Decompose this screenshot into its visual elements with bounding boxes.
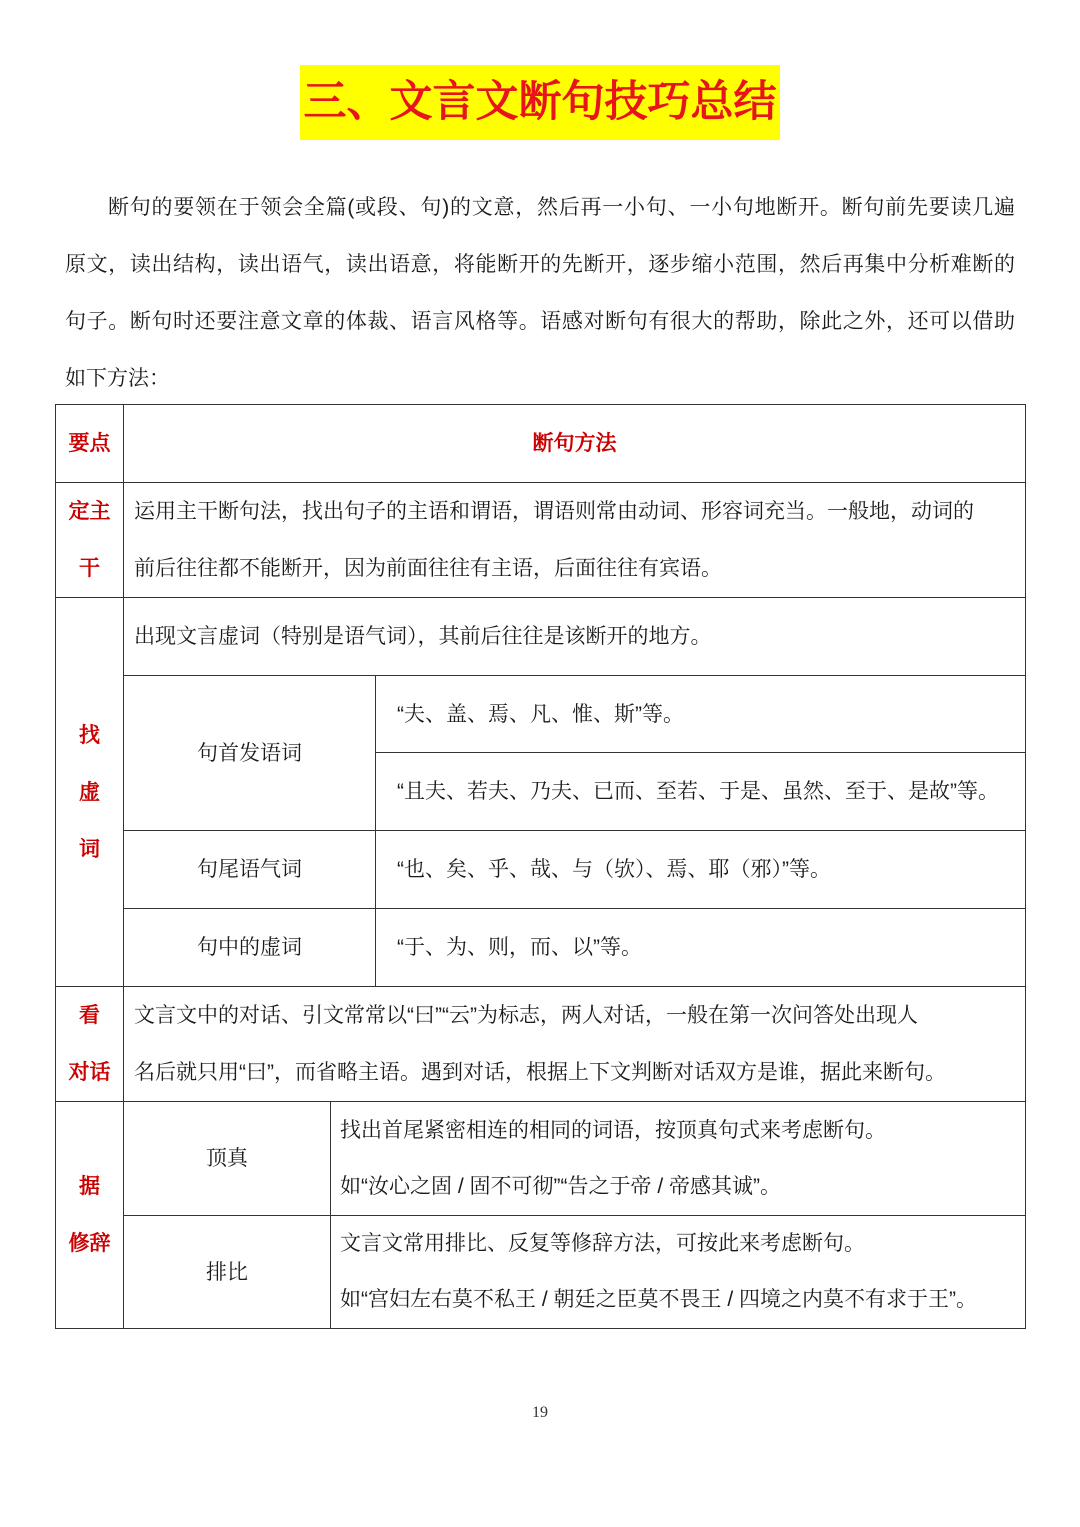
title-area [0,65,1080,140]
text-line: 如“宫妇左右莫不私王 / 朝廷之臣莫不畏王 / 四境之内莫不有求于王”。 [340,1288,977,1311]
section-label [56,598,124,987]
table-row [56,831,1026,909]
header-point: 要点 [56,405,124,483]
section-label-line: 虚 [79,780,100,804]
table-row [56,1216,1026,1329]
group-example: “且夫、若夫、乃夫、已而、至若、于是、虽然、至于、是故”等。 [376,753,1026,831]
text-line: 文言文中的对话、引文常常以“曰”“云”为标志，两人对话，一般在第一次问答处出现人 [134,1004,918,1027]
method-text [331,1102,1026,1216]
group-name: 句中的虚词 [124,909,376,987]
intro-line: 原文，读出结构，读出语气，读出语意，将能断开的先断开，逐步缩小范围，然后再集中分析难断的 [65,253,1015,276]
section-label-line: 定主 [68,500,111,523]
method-name: 顶真 [124,1102,331,1216]
header-method: 断句方法 [124,405,1026,483]
table-row [56,987,1026,1102]
table-row [56,598,1026,676]
section-text [124,483,1026,598]
section-label-line: 干 [79,557,100,580]
table-row [56,483,1026,598]
group-example: “夫、盖、焉、凡、惟、斯”等。 [376,676,1026,753]
section-label-line: 词 [79,837,100,861]
intro-line: 句子。断句时还要注意文章的体裁、语言风格等。语感对断句有很大的帮助，除此之外，还可以借助 [65,310,1015,333]
page-number: 19 [532,1404,548,1421]
group-name: 句首发语词 [124,676,376,831]
page-title: 三、文言文断句技巧总结 [300,65,780,140]
text-line: 前后往往都不能断开，因为前面往往有主语，后面往往有宾语。 [134,557,722,580]
method-table [55,404,1026,1329]
intro-line: 断句的要领在于领会全篇(或段、句)的文意，然后再一小句、一小句地断开。断句前先要读几遍 [108,196,1015,219]
intro-paragraph [65,179,1015,407]
section-intro-text: 出现文言虚词（特别是语气词），其前后往往是该断开的地方。 [124,598,1026,676]
section-label [56,483,124,598]
method-name: 排比 [124,1216,331,1329]
text-line: 运用主干断句法，找出句子的主语和谓语，谓语则常由动词、形容词充当。一般地，动词的 [134,500,974,523]
intro-line: 如下方法： [65,367,170,390]
text-line: 文言文常用排比、反复等修辞方法，可按此来考虑断句。 [340,1232,865,1255]
table-row [56,909,1026,987]
group-example: “也、矣、乎、哉、与（欤）、焉、耶（邪）”等。 [376,831,1026,909]
section-label-line: 看 [79,1004,100,1027]
text-line: 名后就只用“曰”，而省略主语。遇到对话，根据上下文判断对话双方是谁，据此来断句。 [134,1061,946,1084]
table-row [56,1102,1026,1216]
table-row [56,676,1026,753]
method-text [331,1216,1026,1329]
section-label-line: 找 [79,723,100,747]
table-header-row [56,405,1026,483]
section-label [56,987,124,1102]
text-line: 找出首尾紧密相连的相同的词语，按顶真句式来考虑断句。 [340,1118,886,1142]
group-name: 句尾语气词 [124,831,376,909]
group-example: “于、为、则，而、以”等。 [376,909,1026,987]
text-line: 如“汝心之固 / 固不可彻”“告之于帝 / 帝感其诚”。 [340,1174,781,1198]
section-label-line: 据 [79,1175,100,1198]
section-label-line: 对话 [68,1061,111,1084]
section-label-line: 修辞 [68,1232,111,1255]
section-label [56,1102,124,1329]
section-text [124,987,1026,1102]
